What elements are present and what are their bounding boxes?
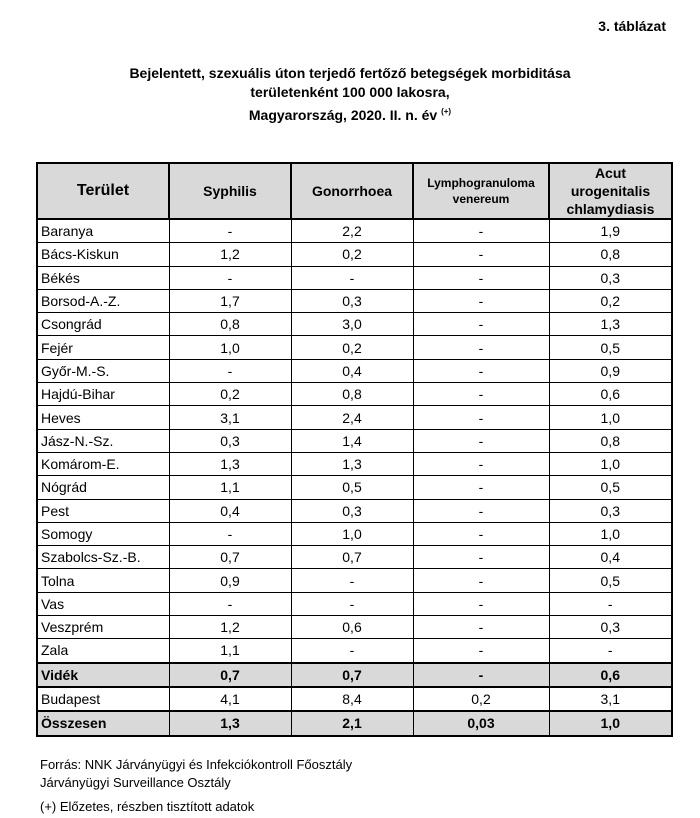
- source-line-1: Forrás: NNK Járványügyi és Infekciókontroll Főosztály: [40, 757, 353, 772]
- lympho-cell: -: [413, 452, 549, 475]
- gonorrhoea-cell: 0,7: [291, 663, 413, 687]
- title-line-3: [0, 102, 700, 125]
- chlam-cell: -: [549, 639, 672, 663]
- table-row: [37, 336, 672, 359]
- lympho-cell: -: [413, 592, 549, 615]
- lympho-cell: -: [413, 289, 549, 312]
- chlam-cell: 1,0: [549, 711, 672, 735]
- lympho-cell: 0,2: [413, 687, 549, 711]
- region-cell: Csongrád: [37, 313, 169, 336]
- chlam-cell: 0,2: [549, 289, 672, 312]
- table-row: [37, 383, 672, 406]
- header-lympho-line-2: venereum: [452, 192, 510, 206]
- gonorrhoea-cell: 2,4: [291, 406, 413, 429]
- gonorrhoea-cell: -: [291, 266, 413, 289]
- syphilis-cell: -: [169, 592, 291, 615]
- chlam-cell: -: [549, 592, 672, 615]
- gonorrhoea-cell: 0,7: [291, 546, 413, 569]
- table-row: [37, 592, 672, 615]
- syphilis-cell: -: [169, 522, 291, 545]
- region-cell: Tolna: [37, 569, 169, 592]
- gonorrhoea-cell: 0,6: [291, 616, 413, 639]
- region-cell: Jász-N.-Sz.: [37, 429, 169, 452]
- region-cell: Szabolcs-Sz.-B.: [37, 546, 169, 569]
- region-cell: Fejér: [37, 336, 169, 359]
- lympho-cell: -: [413, 429, 549, 452]
- gonorrhoea-cell: 1,3: [291, 452, 413, 475]
- region-cell: Vidék: [37, 663, 169, 687]
- syphilis-cell: 1,0: [169, 336, 291, 359]
- syphilis-cell: -: [169, 219, 291, 243]
- lympho-cell: -: [413, 359, 549, 382]
- gonorrhoea-cell: -: [291, 639, 413, 663]
- header-chlamydiasis: [549, 163, 672, 219]
- syphilis-cell: -: [169, 266, 291, 289]
- chlam-cell: 0,5: [549, 336, 672, 359]
- gonorrhoea-cell: 0,3: [291, 499, 413, 522]
- lympho-cell: -: [413, 243, 549, 266]
- syphilis-cell: 1,3: [169, 452, 291, 475]
- table-row: [37, 687, 672, 711]
- gonorrhoea-cell: 0,3: [291, 289, 413, 312]
- table-row: [37, 429, 672, 452]
- chlam-cell: 0,3: [549, 499, 672, 522]
- header-syphilis: Syphilis: [169, 163, 291, 219]
- lympho-cell: 0,03: [413, 711, 549, 735]
- table-title: [0, 64, 700, 125]
- lympho-cell: -: [413, 406, 549, 429]
- chlam-cell: 0,8: [549, 243, 672, 266]
- gonorrhoea-cell: -: [291, 592, 413, 615]
- region-cell: Hajdú-Bihar: [37, 383, 169, 406]
- table-row: [37, 266, 672, 289]
- table-number: 3. táblázat: [598, 18, 666, 34]
- syphilis-cell: 1,7: [169, 289, 291, 312]
- syphilis-cell: 0,9: [169, 569, 291, 592]
- lympho-cell: -: [413, 546, 549, 569]
- syphilis-cell: 1,2: [169, 616, 291, 639]
- chlam-cell: 1,3: [549, 313, 672, 336]
- gonorrhoea-cell: 2,1: [291, 711, 413, 735]
- chlam-cell: 0,5: [549, 476, 672, 499]
- chlam-cell: 0,6: [549, 383, 672, 406]
- table-row: [37, 452, 672, 475]
- lympho-cell: -: [413, 522, 549, 545]
- gonorrhoea-cell: -: [291, 569, 413, 592]
- region-cell: Borsod-A.-Z.: [37, 289, 169, 312]
- chlam-cell: 1,0: [549, 522, 672, 545]
- syphilis-cell: 1,3: [169, 711, 291, 735]
- table-row: [37, 546, 672, 569]
- chlam-cell: 1,9: [549, 219, 672, 243]
- chlam-cell: 3,1: [549, 687, 672, 711]
- syphilis-cell: -: [169, 359, 291, 382]
- chlam-cell: 0,9: [549, 359, 672, 382]
- gonorrhoea-cell: 3,0: [291, 313, 413, 336]
- footnote: (+) Előzetes, részben tisztított adatok: [40, 799, 255, 814]
- lympho-cell: -: [413, 663, 549, 687]
- morbidity-table: [36, 162, 673, 737]
- syphilis-cell: 0,2: [169, 383, 291, 406]
- table-row: [37, 639, 672, 663]
- region-cell: Nógrád: [37, 476, 169, 499]
- source-note: [40, 756, 352, 792]
- syphilis-cell: 4,1: [169, 687, 291, 711]
- syphilis-cell: 0,7: [169, 546, 291, 569]
- gonorrhoea-cell: 1,4: [291, 429, 413, 452]
- header-chlam-line-3: chlamydiasis: [566, 201, 655, 217]
- gonorrhoea-cell: 0,4: [291, 359, 413, 382]
- title-line-1: Bejelentett, szexuális úton terjedő fertőző betegségek morbiditása: [129, 65, 571, 81]
- region-cell: Győr-M.-S.: [37, 359, 169, 382]
- region-cell: Pest: [37, 499, 169, 522]
- syphilis-cell: 0,8: [169, 313, 291, 336]
- chlam-cell: 1,0: [549, 406, 672, 429]
- chlam-cell: 0,3: [549, 616, 672, 639]
- lympho-cell: -: [413, 616, 549, 639]
- gonorrhoea-cell: 8,4: [291, 687, 413, 711]
- title-line-2: területenként 100 000 lakosra,: [250, 84, 450, 100]
- header-gonorrhoea: Gonorrhoea: [291, 163, 413, 219]
- syphilis-cell: 1,1: [169, 476, 291, 499]
- chlam-cell: 0,4: [549, 546, 672, 569]
- source-line-2: Járványügyi Surveillance Osztály: [40, 775, 231, 790]
- region-cell: Veszprém: [37, 616, 169, 639]
- summary-row-videk: [37, 663, 672, 687]
- header-lympho-line-1: Lymphogranuloma: [427, 176, 535, 190]
- table-row: [37, 476, 672, 499]
- region-cell: Baranya: [37, 219, 169, 243]
- header-chlam-line-2: urogenitalis: [570, 183, 651, 199]
- lympho-cell: -: [413, 383, 549, 406]
- lympho-cell: -: [413, 476, 549, 499]
- region-cell: Békés: [37, 266, 169, 289]
- chlam-cell: 0,5: [549, 569, 672, 592]
- chlam-cell: 0,6: [549, 663, 672, 687]
- lympho-cell: -: [413, 639, 549, 663]
- table-row: [37, 359, 672, 382]
- header-row: [37, 163, 672, 219]
- gonorrhoea-cell: 0,2: [291, 336, 413, 359]
- region-cell: Komárom-E.: [37, 452, 169, 475]
- region-cell: Összesen: [37, 711, 169, 735]
- syphilis-cell: 1,2: [169, 243, 291, 266]
- table-row: [37, 616, 672, 639]
- chlam-cell: 1,0: [549, 452, 672, 475]
- region-cell: Heves: [37, 406, 169, 429]
- title-line-3-text: Magyarország, 2020. II. n. év: [248, 107, 438, 123]
- lympho-cell: -: [413, 219, 549, 243]
- lympho-cell: -: [413, 569, 549, 592]
- table-row: [37, 243, 672, 266]
- lympho-cell: -: [413, 499, 549, 522]
- gonorrhoea-cell: 1,0: [291, 522, 413, 545]
- title-footnote-mark: (+): [441, 107, 452, 116]
- syphilis-cell: 0,3: [169, 429, 291, 452]
- chlam-cell: 0,8: [549, 429, 672, 452]
- gonorrhoea-cell: 0,8: [291, 383, 413, 406]
- table-row: [37, 289, 672, 312]
- syphilis-cell: 1,1: [169, 639, 291, 663]
- lympho-cell: -: [413, 313, 549, 336]
- region-cell: Somogy: [37, 522, 169, 545]
- header-region: Terület: [37, 163, 169, 219]
- table-row: [37, 313, 672, 336]
- lympho-cell: -: [413, 266, 549, 289]
- syphilis-cell: 3,1: [169, 406, 291, 429]
- header-lymphogranuloma: [413, 163, 549, 219]
- gonorrhoea-cell: 0,2: [291, 243, 413, 266]
- chlam-cell: 0,3: [549, 266, 672, 289]
- syphilis-cell: 0,4: [169, 499, 291, 522]
- summary-row-total: [37, 711, 672, 735]
- table-row: [37, 406, 672, 429]
- table-row: [37, 569, 672, 592]
- region-cell: Bács-Kiskun: [37, 243, 169, 266]
- header-chlam-line-1: Acut: [594, 165, 627, 181]
- gonorrhoea-cell: 0,5: [291, 476, 413, 499]
- lympho-cell: -: [413, 336, 549, 359]
- region-cell: Vas: [37, 592, 169, 615]
- table-row: [37, 219, 672, 243]
- gonorrhoea-cell: 2,2: [291, 219, 413, 243]
- region-cell: Zala: [37, 639, 169, 663]
- syphilis-cell: 0,7: [169, 663, 291, 687]
- table-row: [37, 499, 672, 522]
- region-cell: Budapest: [37, 687, 169, 711]
- table-row: [37, 522, 672, 545]
